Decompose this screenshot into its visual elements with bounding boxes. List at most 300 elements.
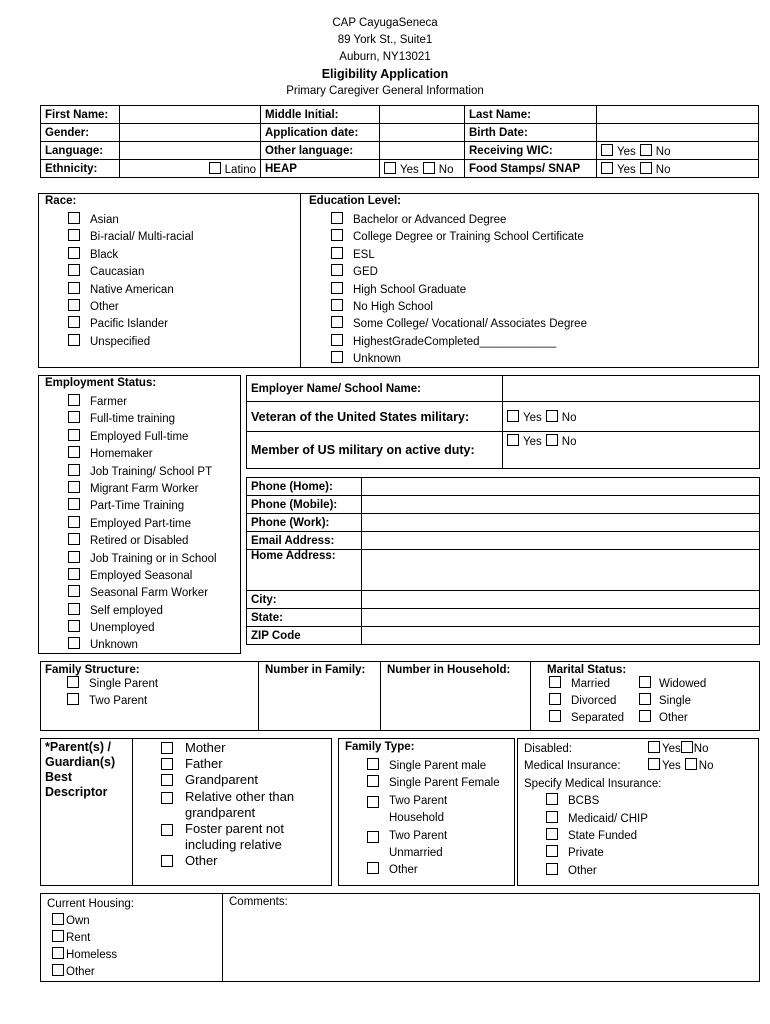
education-option-label: ESL	[353, 248, 375, 261]
single-option[interactable]	[639, 695, 691, 707]
wic-yes-checkbox[interactable]	[601, 144, 613, 156]
widowed-checkbox[interactable]	[639, 676, 651, 688]
employment-option-label: Full-time training	[90, 413, 175, 426]
employer-name-field[interactable]	[503, 376, 760, 402]
divorced-checkbox[interactable]	[549, 693, 561, 705]
employment-option-label: Unknown	[90, 639, 138, 652]
middle-initial-label: Middle Initial:	[261, 106, 380, 124]
race-checkbox[interactable]	[68, 316, 80, 328]
race-panel	[38, 193, 301, 368]
race-list	[68, 212, 194, 351]
mother-checkbox[interactable]	[161, 742, 173, 754]
employment-option-label: Seasonal Farm Worker	[90, 587, 209, 600]
two-parent-household-label: Two Parent Household	[389, 794, 448, 825]
employment-option[interactable]	[68, 498, 217, 515]
family-type-other-label: Other	[389, 864, 418, 877]
education-option-label: HighestGradeCompleted____________	[353, 335, 557, 348]
employer-name-label: Employer Name/ School Name:	[247, 376, 503, 402]
education-option[interactable]	[331, 229, 587, 246]
relative-option[interactable]	[161, 789, 331, 821]
father-checkbox[interactable]	[161, 758, 173, 770]
two-parent-unmarried-checkbox[interactable]	[367, 831, 379, 843]
zip-label: ZIP Code	[247, 627, 362, 645]
header	[0, 15, 770, 100]
foster-option[interactable]	[161, 821, 331, 853]
employment-option[interactable]	[68, 516, 217, 533]
application-date-label: Application date:	[261, 124, 380, 142]
comments-label: Comments:	[229, 896, 288, 908]
employment-checkbox[interactable]	[68, 411, 80, 423]
marital-options	[549, 676, 755, 727]
veteran-label: Veteran of the United States military:	[247, 402, 503, 432]
education-option[interactable]	[331, 316, 587, 333]
state-field[interactable]	[362, 609, 760, 627]
housing-divider	[222, 894, 223, 981]
employer-table	[246, 375, 760, 469]
current-housing-label: Current Housing:	[47, 898, 134, 910]
last-name-field[interactable]	[597, 106, 759, 124]
housing-option[interactable]	[52, 913, 134, 930]
birth-date-label: Birth Date:	[465, 124, 597, 142]
middle-initial-field[interactable]	[380, 106, 465, 124]
race-option-label: Bi-racial/ Multi-racial	[90, 231, 194, 244]
insurance-checkbox[interactable]	[546, 811, 558, 823]
marital-other-checkbox[interactable]	[639, 710, 651, 722]
org-name: CAP CayugaSeneca	[332, 17, 438, 29]
mother-option[interactable]	[161, 740, 331, 756]
ethnicity-options	[120, 160, 261, 178]
employment-option[interactable]	[68, 464, 217, 481]
education-checkbox[interactable]	[331, 334, 343, 346]
employment-checkbox[interactable]	[68, 637, 80, 649]
disabled-yes-label: Yes	[662, 743, 681, 755]
employment-option[interactable]	[68, 411, 217, 428]
divorced-label: Divorced	[571, 695, 617, 707]
snap-no-checkbox[interactable]	[640, 162, 652, 174]
employment-option[interactable]	[68, 603, 217, 620]
separated-option[interactable]	[549, 710, 639, 727]
phone-mobile-label: Phone (Mobile):	[247, 496, 362, 514]
housing-checkbox[interactable]	[52, 930, 64, 942]
divorced-option[interactable]	[549, 693, 639, 710]
relative-label: Relative other than grandparent	[185, 788, 295, 820]
veteran-options	[503, 402, 760, 432]
medical-insurance-label: Medical Insurance:	[524, 760, 621, 773]
email-field[interactable]	[362, 532, 760, 550]
veteran-no-checkbox[interactable]	[546, 410, 558, 422]
employment-checkbox[interactable]	[68, 568, 80, 580]
education-option-label: Bachelor or Advanced Degree	[353, 214, 507, 226]
last-name-label: Last Name:	[465, 106, 597, 124]
medical-insurance-options	[648, 758, 713, 775]
home-address-label: Home Address:	[247, 550, 362, 591]
education-checkbox[interactable]	[331, 229, 343, 241]
application-date-field[interactable]	[380, 124, 465, 142]
single-parent-checkbox[interactable]	[67, 676, 79, 688]
language-field[interactable]	[120, 142, 261, 160]
education-option-label: High School Graduate	[353, 283, 467, 296]
employment-panel	[38, 375, 241, 654]
general-info-table	[40, 105, 759, 178]
employment-option[interactable]	[68, 429, 217, 446]
org-street: 89 York St., Suite1	[337, 34, 433, 46]
marital-status-label: Marital Status:	[547, 664, 627, 676]
disabled-options	[648, 741, 708, 758]
foster-checkbox[interactable]	[161, 824, 173, 836]
employment-option-label: Employed Seasonal	[90, 569, 193, 582]
number-in-family-label: Number in Family:	[259, 662, 381, 731]
insurance-option[interactable]	[546, 845, 756, 862]
form-subtitle: Primary Caregiver General Information	[286, 85, 484, 97]
employment-checkbox[interactable]	[68, 620, 80, 632]
family-structure-cell	[41, 662, 259, 731]
married-label: Married	[571, 678, 610, 690]
employment-option[interactable]	[68, 394, 217, 411]
family-type-label: Family Type:	[345, 741, 415, 753]
single-male-label: Single Parent male	[389, 760, 487, 772]
insurance-no-checkbox[interactable]	[685, 758, 697, 770]
guardian-other-label: Other	[185, 853, 218, 869]
single-label: Single	[659, 695, 691, 707]
employment-option-label: Retired or Disabled	[90, 535, 189, 548]
race-option-label: Native American	[90, 283, 174, 296]
housing-option-label: Homeless	[66, 949, 118, 961]
two-parent-household-option[interactable]	[367, 793, 515, 828]
latino-checkbox[interactable]	[209, 162, 221, 174]
grandparent-label: Grandparent	[185, 772, 258, 788]
guardian-options	[161, 740, 331, 870]
housing-option-label: Rent	[66, 932, 91, 944]
disabled-no-label: No	[693, 743, 709, 755]
wic-no-label: No	[655, 145, 671, 158]
race-label: Race:	[45, 195, 77, 207]
separated-checkbox[interactable]	[549, 710, 561, 722]
housing-option[interactable]	[52, 947, 134, 964]
insurance-option[interactable]	[546, 863, 756, 880]
two-parent-unmarried-label: Two Parent Unmarried	[389, 829, 448, 860]
family-type-other-option[interactable]	[367, 862, 515, 879]
insurance-option[interactable]	[546, 793, 756, 810]
housing-option-label: Other	[66, 966, 95, 978]
phone-work-field[interactable]	[362, 514, 760, 532]
race-option-label: Asian	[90, 214, 119, 226]
employment-checkbox[interactable]	[68, 394, 80, 406]
disabled-label: Disabled:	[524, 743, 572, 755]
single-male-checkbox[interactable]	[367, 758, 379, 770]
home-address-field[interactable]	[362, 550, 760, 591]
family-type-list	[367, 758, 515, 880]
housing-option[interactable]	[52, 964, 134, 981]
employment-option[interactable]	[68, 568, 217, 585]
marital-other-label: Other	[659, 712, 688, 724]
veteran-yes-checkbox[interactable]	[507, 410, 519, 422]
insurance-checkbox[interactable]	[546, 845, 558, 857]
marital-status-cell	[531, 662, 760, 731]
education-option[interactable]	[331, 351, 587, 368]
race-option[interactable]	[68, 299, 194, 316]
employment-list	[68, 394, 217, 655]
married-checkbox[interactable]	[549, 676, 561, 688]
housing-section	[47, 896, 134, 981]
housing-option-label: Own	[66, 915, 90, 927]
email-label: Email Address:	[247, 532, 362, 550]
single-female-option[interactable]	[367, 775, 515, 792]
grandparent-checkbox[interactable]	[161, 774, 173, 786]
birth-date-field[interactable]	[597, 124, 759, 142]
other-language-label: Other language:	[261, 142, 380, 160]
insurance-checkbox[interactable]	[546, 863, 558, 875]
guardian-panel	[40, 738, 332, 886]
race-option-label: Pacific Islander	[90, 318, 168, 331]
race-checkbox[interactable]	[68, 229, 80, 241]
employment-checkbox[interactable]	[68, 429, 80, 441]
insurance-option-label: BCBS	[568, 795, 600, 808]
foster-label: Foster parent not including relative	[185, 821, 284, 853]
employment-option-label: Farmer	[90, 396, 128, 408]
employment-checkbox[interactable]	[68, 603, 80, 615]
marital-other-option[interactable]	[639, 712, 688, 724]
family-type-other-checkbox[interactable]	[367, 862, 379, 874]
single-parent-label: Single Parent	[89, 678, 159, 690]
family-structure-list	[67, 676, 254, 711]
employment-option-label: Employed Part-time	[90, 517, 191, 530]
insurance-option[interactable]	[546, 828, 756, 845]
guardian-label: *Parent(s) / Guardian(s) Best Descriptor	[45, 740, 116, 799]
phone-work-label: Phone (Work):	[247, 514, 362, 532]
father-label: Father	[185, 756, 223, 772]
education-checkbox[interactable]	[331, 282, 343, 294]
insurance-checkbox[interactable]	[546, 828, 558, 840]
language-label: Language:	[41, 142, 120, 160]
employment-option-label: Unemployed	[90, 622, 155, 635]
phone-mobile-field[interactable]	[362, 496, 760, 514]
active-duty-no-label: No	[561, 436, 577, 448]
employment-option-label: Job Training/ School PT	[90, 465, 213, 478]
race-option-label: Unspecified	[90, 335, 151, 348]
heap-yes-label: Yes	[400, 163, 419, 176]
food-stamps-label: Food Stamps/ SNAP	[465, 160, 597, 178]
veteran-yes-label: Yes	[523, 411, 542, 424]
receiving-wic-label: Receiving WIC:	[465, 142, 597, 160]
housing-list	[52, 913, 134, 981]
wic-yes-label: Yes	[617, 145, 636, 158]
family-table	[40, 661, 760, 731]
specify-insurance-label: Specify Medical Insurance:	[524, 777, 662, 790]
employment-option[interactable]	[68, 446, 217, 463]
race-option-label: Caucasian	[90, 266, 145, 279]
active-duty-label: Member of US military on active duty:	[247, 432, 503, 469]
heap-no-label: No	[438, 163, 454, 176]
family-structure-option[interactable]	[67, 676, 254, 693]
city-label: City:	[247, 591, 362, 609]
housing-checkbox[interactable]	[52, 947, 64, 959]
disabled-row	[524, 741, 756, 758]
wic-options	[597, 142, 759, 160]
ethnicity-label: Ethnicity:	[41, 160, 120, 178]
guardian-other-option[interactable]	[161, 853, 331, 869]
two-parent-household-checkbox[interactable]	[367, 796, 379, 808]
insurance-option-label: Private	[568, 847, 604, 860]
education-checkbox[interactable]	[331, 316, 343, 328]
race-option[interactable]	[68, 282, 194, 299]
education-option-label: College Degree or Training School Certificate	[353, 231, 584, 244]
insurance-yes-label: Yes	[662, 760, 681, 773]
employment-option[interactable]	[68, 533, 217, 550]
education-option[interactable]	[331, 247, 587, 264]
relative-checkbox[interactable]	[161, 792, 173, 804]
contact-table	[246, 477, 760, 645]
guardian-other-checkbox[interactable]	[161, 855, 173, 867]
disabled-no-checkbox[interactable]	[681, 741, 693, 753]
family-type-panel	[338, 738, 515, 886]
employment-option-label: Job Training or in School	[90, 552, 217, 565]
race-option[interactable]	[68, 229, 194, 246]
heap-label: HEAP	[261, 160, 380, 178]
employment-option[interactable]	[68, 551, 217, 568]
wic-no-checkbox[interactable]	[640, 144, 652, 156]
employment-option[interactable]	[68, 620, 217, 637]
insurance-checkbox[interactable]	[546, 793, 558, 805]
form-title: Eligibility Application	[321, 67, 449, 81]
family-structure-label: Family Structure:	[45, 664, 140, 676]
employment-checkbox[interactable]	[68, 446, 80, 458]
insurance-type-list	[546, 793, 756, 880]
employment-checkbox[interactable]	[68, 585, 80, 597]
zip-field[interactable]	[362, 627, 760, 645]
active-duty-no-checkbox[interactable]	[546, 434, 558, 446]
education-checkbox[interactable]	[331, 264, 343, 276]
education-checkbox[interactable]	[331, 247, 343, 259]
two-parent-unmarried-option[interactable]	[367, 828, 515, 863]
employment-option[interactable]	[68, 637, 217, 654]
other-language-field[interactable]	[380, 142, 465, 160]
insurance-option-label: Medicaid/ CHIP	[568, 812, 648, 825]
education-option[interactable]	[331, 334, 587, 351]
education-option[interactable]	[331, 212, 587, 229]
race-option[interactable]	[68, 212, 194, 229]
education-checkbox[interactable]	[331, 299, 343, 311]
race-checkbox[interactable]	[68, 299, 80, 311]
insurance-option-label: State Funded	[568, 830, 638, 843]
separated-label: Separated	[571, 712, 625, 724]
insurance-option-label: Other	[568, 864, 597, 877]
snap-yes-checkbox[interactable]	[601, 162, 613, 174]
race-option[interactable]	[68, 316, 194, 333]
city-field[interactable]	[362, 591, 760, 609]
education-option[interactable]	[331, 299, 587, 316]
education-option-label: Some College/ Vocational/ Associates Degree	[353, 318, 587, 331]
father-option[interactable]	[161, 756, 331, 772]
education-option[interactable]	[331, 264, 587, 281]
insurance-yes-checkbox[interactable]	[648, 758, 660, 770]
race-checkbox[interactable]	[68, 247, 80, 259]
race-checkbox[interactable]	[68, 264, 80, 276]
race-option[interactable]	[68, 247, 194, 264]
first-name-field[interactable]	[120, 106, 261, 124]
employment-checkbox[interactable]	[68, 533, 80, 545]
guardian-label-cell	[41, 739, 133, 885]
employment-option-label: Homemaker	[90, 448, 153, 461]
education-panel	[300, 193, 759, 368]
latino-label: Latino	[224, 163, 256, 176]
gender-field[interactable]	[120, 124, 261, 142]
org-city: Auburn, NY13021	[339, 51, 431, 63]
state-label: State:	[247, 609, 362, 627]
medical-panel	[517, 738, 759, 886]
employment-checkbox[interactable]	[68, 516, 80, 528]
number-in-household-label: Number in Household:	[381, 662, 531, 731]
race-option-label: Black	[90, 248, 119, 261]
medical-content	[524, 741, 756, 880]
single-female-checkbox[interactable]	[367, 775, 379, 787]
heap-yes-checkbox[interactable]	[384, 162, 396, 174]
housing-option[interactable]	[52, 930, 134, 947]
family-structure-option[interactable]	[67, 693, 254, 710]
employment-checkbox[interactable]	[68, 481, 80, 493]
race-option[interactable]	[68, 264, 194, 281]
insurance-option[interactable]	[546, 811, 756, 828]
education-checkbox[interactable]	[331, 212, 343, 224]
veteran-no-label: No	[561, 411, 577, 424]
disabled-yes-checkbox[interactable]	[648, 741, 660, 753]
phone-home-label: Phone (Home):	[247, 478, 362, 496]
phone-home-field[interactable]	[362, 478, 760, 496]
race-option[interactable]	[68, 334, 194, 351]
mother-label: Mother	[185, 740, 226, 755]
race-checkbox[interactable]	[68, 282, 80, 294]
widowed-option[interactable]	[639, 678, 706, 690]
education-option-label: Unknown	[353, 353, 401, 366]
active-duty-yes-checkbox[interactable]	[507, 434, 519, 446]
two-parent-label: Two Parent	[89, 695, 148, 708]
insurance-no-label: No	[698, 760, 714, 773]
education-option-label: No High School	[353, 300, 433, 313]
education-option[interactable]	[331, 282, 587, 299]
heap-no-checkbox[interactable]	[423, 162, 435, 174]
employment-option[interactable]	[68, 585, 217, 602]
race-checkbox[interactable]	[68, 212, 80, 224]
single-female-label: Single Parent Female	[389, 777, 500, 790]
education-option-label: GED	[353, 266, 378, 279]
single-checkbox[interactable]	[639, 693, 651, 705]
medical-insurance-row	[524, 758, 756, 775]
comments-field[interactable]	[229, 914, 754, 978]
married-option[interactable]	[549, 676, 639, 693]
race-option-label: Other	[90, 300, 119, 313]
housing-checkbox[interactable]	[52, 964, 64, 976]
employment-option-label: Part-Time Training	[90, 500, 185, 513]
employment-checkbox[interactable]	[68, 551, 80, 563]
snap-options	[597, 160, 759, 178]
housing-panel	[40, 893, 760, 982]
gender-label: Gender:	[41, 124, 120, 142]
employment-checkbox[interactable]	[68, 498, 80, 510]
active-duty-options	[503, 432, 760, 469]
heap-options	[380, 160, 465, 178]
two-parent-checkbox[interactable]	[67, 693, 79, 705]
single-male-option[interactable]	[367, 758, 515, 775]
education-checkbox[interactable]	[331, 351, 343, 363]
employment-checkbox[interactable]	[68, 464, 80, 476]
employment-option-label: Employed Full-time	[90, 430, 189, 443]
housing-checkbox[interactable]	[52, 913, 64, 925]
employment-option[interactable]	[68, 481, 217, 498]
snap-yes-label: Yes	[617, 163, 636, 176]
grandparent-option[interactable]	[161, 772, 331, 788]
employment-option-label: Migrant Farm Worker	[90, 482, 199, 495]
race-checkbox[interactable]	[68, 334, 80, 346]
employment-option-label: Self employed	[90, 604, 163, 617]
